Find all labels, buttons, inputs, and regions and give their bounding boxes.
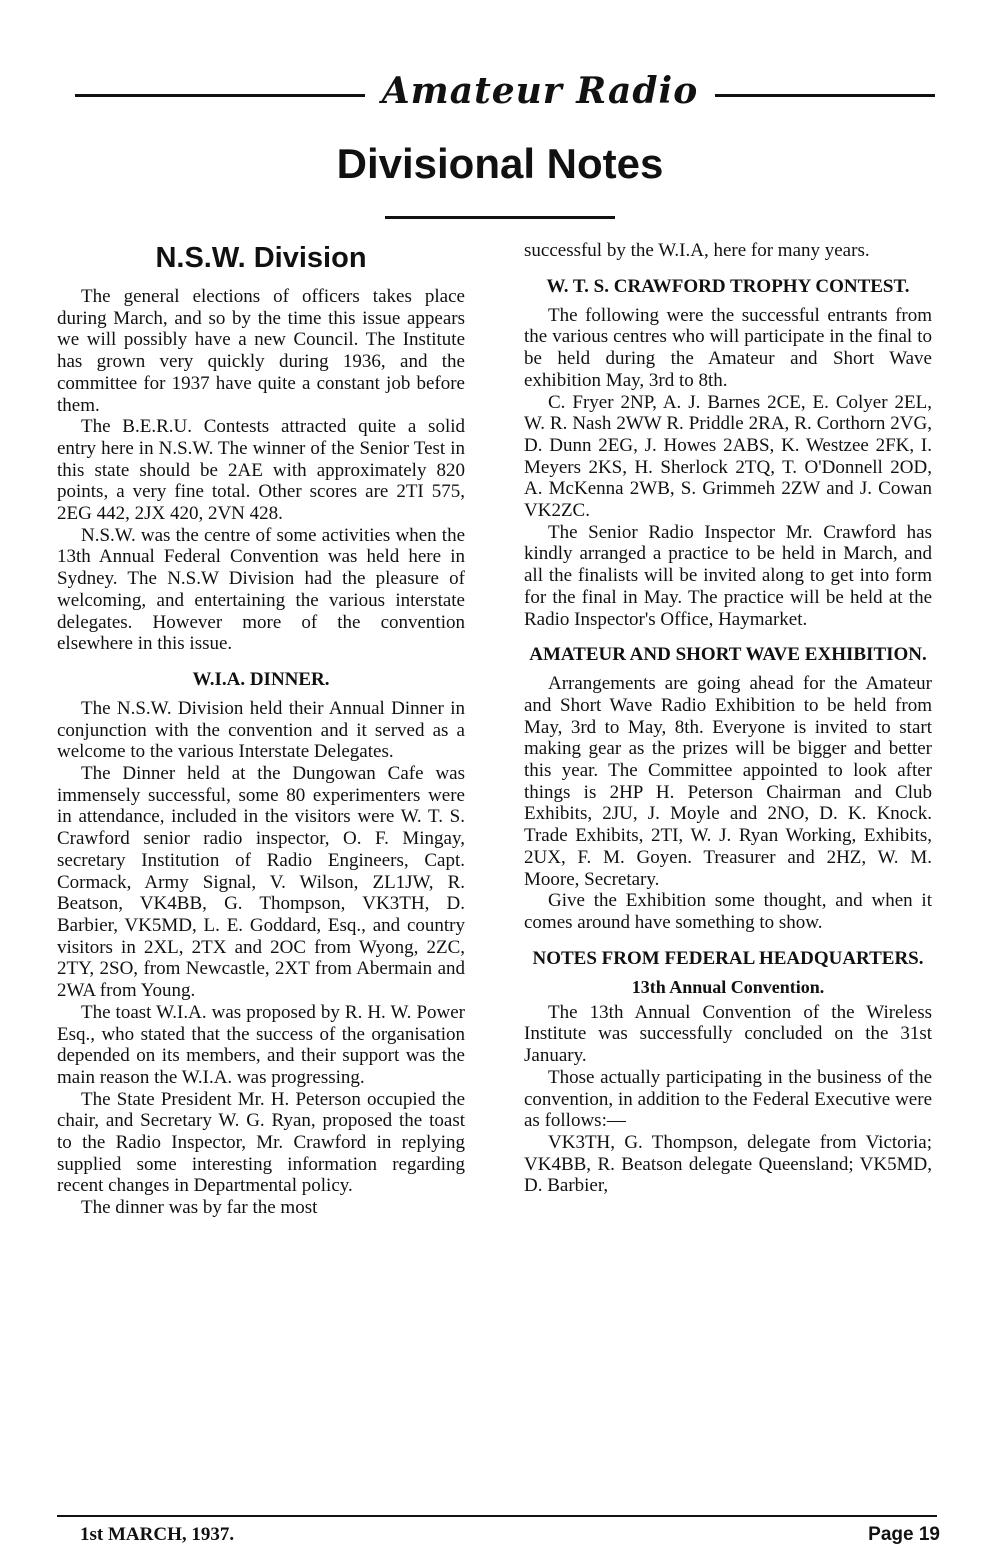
masthead-rule-right bbox=[715, 94, 935, 97]
paragraph: The following were the successful entrants from the various centres who will participate in the final to be held during the Amateur and Short Wave exhibition May, 3rd to 8th. bbox=[524, 304, 932, 391]
title-divider bbox=[385, 216, 615, 219]
paragraph: The N.S.W. Division held their Annual Dinner in conjunction with the convention and it served as a welcome to the various Interstate Delegates. bbox=[57, 697, 465, 763]
paragraph: The State President Mr. H. Peterson occupied the chair, and Secretary W. G. Ryan, proposed the toast to the Radio Inspector, Mr. Crawford in replying supplied some interesting information regarding recent changes in Departmental policy. bbox=[57, 1088, 465, 1197]
paragraph: The B.E.R.U. Contests attracted quite a solid entry here in N.S.W. The winner of the Senior Test in this state should be 2AE with approximately 820 points, a very fine total. Other scores are 2TI 575, 2EG 442, 2JX 420, 2VN 428. bbox=[57, 416, 465, 525]
paragraph: Those actually participating in the business of the convention, in addition to the Federal Executive were as follows:— bbox=[524, 1066, 932, 1132]
paragraph: The toast W.I.A. was proposed by R. H. W. Power Esq., who stated that the success of the organisation depended on its members, and their support was the main reason the W.I.A. was progressing. bbox=[57, 1001, 465, 1088]
paragraph: Arrangements are going ahead for the Amateur and Short Wave Radio Exhibition to be held from May, 3rd to May, 8th. Everyone is invited to start making gear as the prizes will be bigger and better this year. The Committee appointed to look after things is 2HP H. Peterson Chairman and Club Exhibits, 2JU, J. Moyle and 2NO, D. K. Knock. Trade Exhibits, 2TI, W. J. Ryan Working, Exhibits, 2UX, F. M. Goyen. Treasurer and 2HZ, W. M. Moore, Secretary. bbox=[524, 673, 932, 890]
convention-subheading: 13th Annual Convention. bbox=[631, 976, 825, 997]
paragraph: The Senior Radio Inspector Mr. Crawford has kindly arranged a practice to be held in March, and all the finalists will be invited along to get into form for the final in May. The practice will be held at the Radio Inspector's Office, Haymarket. bbox=[524, 521, 932, 630]
paragraph: The 13th Annual Convention of the Wireless Institute was successfully concluded on the 31st January. bbox=[524, 1001, 932, 1067]
page-title: Divisional Notes bbox=[336, 140, 664, 187]
footer-date: 1st MARCH, 1937. bbox=[80, 1524, 235, 1545]
footer-rule bbox=[57, 1515, 937, 1517]
right-column bbox=[524, 240, 932, 1197]
division-title: N.S.W. Division bbox=[155, 242, 367, 274]
paragraph: VK3TH, G. Thompson, delegate from Victoria; VK4BB, R. Beatson delegate Queensland; VK5MD, D. Barbier, bbox=[524, 1131, 932, 1197]
page-number: Page 19 bbox=[868, 1524, 940, 1545]
masthead-rule-left bbox=[75, 94, 365, 97]
paragraph: The general elections of officers takes place during March, and so by the time this issue appears we will possibly have a new Council. The Institute has grown very quickly during 1936, and the committee for 1937 have quite a constant job before them. bbox=[57, 286, 465, 416]
masthead-logo: Amateur Radio bbox=[381, 70, 699, 112]
dinner-heading: W.I.A. DINNER. bbox=[192, 668, 330, 690]
exhibition-heading: AMATEUR AND SHORT WAVE EXHIBITION. bbox=[529, 644, 927, 666]
masthead bbox=[75, 70, 935, 120]
paragraph: The Dinner held at the Dungowan Cafe was immensely successful, some 80 experimenters were in attendance, included in the visitors were W. T. S. Crawford senior radio inspector, O. F. Mingay, secretary Institution of Radio Engineers, Capt. Cormack, Army Signal, V. Wilson, ZL1JW, R. Beatson, VK4BB, G. Thompson, VK3TH, D. Barbier, VK5MD, L. E. Goddard, Esq., and country visitors in 2XL, 2TX and 2OC from Wyong, 2ZC, 2TY, 2SO, from Newcastle, 2XT from Abermain and 2WA from Young. bbox=[57, 763, 465, 1002]
trophy-heading: W. T. S. CRAWFORD TROPHY CONTEST. bbox=[546, 275, 910, 297]
continued-paragraph: successful by the W.I.A, here for many years. bbox=[524, 240, 870, 261]
paragraph: Give the Exhibition some thought, and when it comes around have something to show. bbox=[524, 890, 932, 933]
federal-heading: NOTES FROM FEDERAL HEADQUARTERS. bbox=[532, 947, 924, 969]
left-column bbox=[57, 240, 465, 1219]
paragraph: C. Fryer 2NP, A. J. Barnes 2CE, E. Colyer 2EL, W. R. Nash 2WW R. Priddle 2RA, R. Corthorn 2VG, D. Dunn 2EG, J. Howes 2ABS, K. Westzee 2FK, I. Meyers 2KS, H. Sherlock 2TQ, T. O'Donnell 2OD, A. McKenna 2WB, S. Grimmeh 2ZW and J. Cowan VK2ZC. bbox=[524, 391, 932, 522]
paragraph: N.S.W. was the centre of some activities when the 13th Annual Federal Convention was held here in Sydney. The N.S.W Division had the pleasure of welcoming, and entertaining the various interstate delegates. However more of the convention elsewhere in this issue. bbox=[57, 524, 465, 655]
paragraph: The dinner was by far the most bbox=[81, 1197, 318, 1219]
